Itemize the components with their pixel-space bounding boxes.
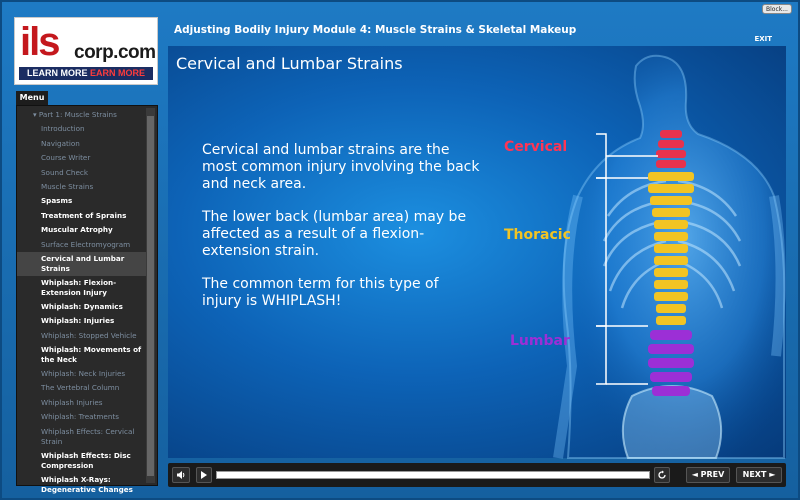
menu-item[interactable]: Whiplash: Injuries	[41, 316, 115, 326]
menu-item[interactable]: Whiplash: Movements of the Neck	[41, 345, 142, 365]
menu-item[interactable]: Whiplash: Dynamics	[41, 301, 123, 311]
slide-body	[202, 142, 482, 326]
player-controls	[168, 463, 786, 487]
menu-scrollbar[interactable]	[146, 108, 155, 483]
label-thoracic: Thoracic	[504, 227, 571, 243]
spine-illustration	[548, 46, 786, 458]
menu-item[interactable]: Muscular Atrophy	[41, 225, 113, 235]
menu-item[interactable]: Surface Electromyogram	[41, 239, 131, 249]
replay-button[interactable]	[654, 467, 670, 483]
logo-secondary: corp.com	[74, 42, 156, 63]
menu-part-header[interactable]: ▾ Part 1: Muscle Strains	[33, 110, 117, 119]
menu-part-label: Part 1: Muscle Strains	[38, 110, 117, 119]
slide-title: Cervical and Lumbar Strains	[176, 54, 403, 73]
slide-stage	[168, 46, 786, 458]
menu-item[interactable]: Whiplash: Treatments	[41, 412, 119, 422]
menu-item[interactable]: Cervical and Lumbar Strains	[17, 252, 147, 276]
play-icon	[200, 470, 208, 480]
menu-item[interactable]: Course Writer	[41, 153, 91, 163]
volume-button[interactable]	[172, 467, 190, 483]
menu-item[interactable]: Whiplash Effects: Disc Compression	[41, 450, 131, 470]
menu-item[interactable]: Whiplash: Neck Injuries	[41, 369, 126, 379]
slide-paragraph: Cervical and lumbar strains are the most common injury involving the back and neck area.	[202, 142, 480, 192]
menu-item[interactable]: Whiplash: Stopped Vehicle	[41, 330, 137, 340]
menu-item[interactable]: Whiplash Effects: Cervical Strain	[41, 426, 135, 446]
menu-item[interactable]: Whiplash X-Rays: Degenerative Changes	[41, 474, 133, 494]
menu-list	[17, 108, 147, 497]
speaker-icon	[176, 470, 186, 480]
menu-item[interactable]: Whiplash Injuries	[41, 397, 103, 407]
prev-button[interactable]: ◄ PREV	[686, 467, 730, 483]
label-lumbar: Lumbar	[510, 333, 570, 349]
menu-scrollbar-thumb[interactable]	[147, 116, 154, 476]
course-title: Adjusting Bodily Injury Module 4: Muscle Strains & Skeletal Makeup	[174, 24, 577, 36]
slide-paragraph: The common term for this type of injury is WHIPLASH!	[202, 276, 439, 309]
exit-button[interactable]: EXIT	[754, 35, 772, 43]
logo-tagline	[19, 67, 153, 80]
menu-item[interactable]: Whiplash: Flexion-Extension Injury	[41, 277, 117, 297]
play-button[interactable]	[196, 467, 212, 483]
ilscorp-logo	[14, 17, 158, 85]
menu-tab[interactable]: Menu	[16, 91, 48, 105]
slide-paragraph: The lower back (lumbar area) may be affected as a result of a flexion-extension strain.	[202, 209, 467, 259]
logo-tag-b: EARN MORE	[89, 68, 145, 78]
block-button[interactable]: Block...	[762, 4, 792, 14]
logo-tag-a: LEARN MORE	[26, 68, 90, 78]
menu-item[interactable]: Sound Check	[41, 167, 89, 177]
menu-item[interactable]: Navigation	[41, 138, 80, 148]
menu-item[interactable]: Introduction	[41, 124, 85, 134]
menu-panel	[16, 105, 158, 494]
logo-primary: ils	[20, 20, 59, 64]
menu-item[interactable]: Muscle Strains	[41, 181, 94, 191]
replay-icon	[657, 470, 667, 480]
progress-bar[interactable]	[216, 471, 650, 479]
menu-item[interactable]: Spasms	[41, 196, 73, 206]
menu-item[interactable]: Treatment of Sprains	[41, 210, 127, 220]
label-cervical: Cervical	[504, 139, 568, 155]
next-button[interactable]: NEXT ►	[736, 467, 782, 483]
menu-item[interactable]: The Vertebral Column	[41, 383, 120, 393]
